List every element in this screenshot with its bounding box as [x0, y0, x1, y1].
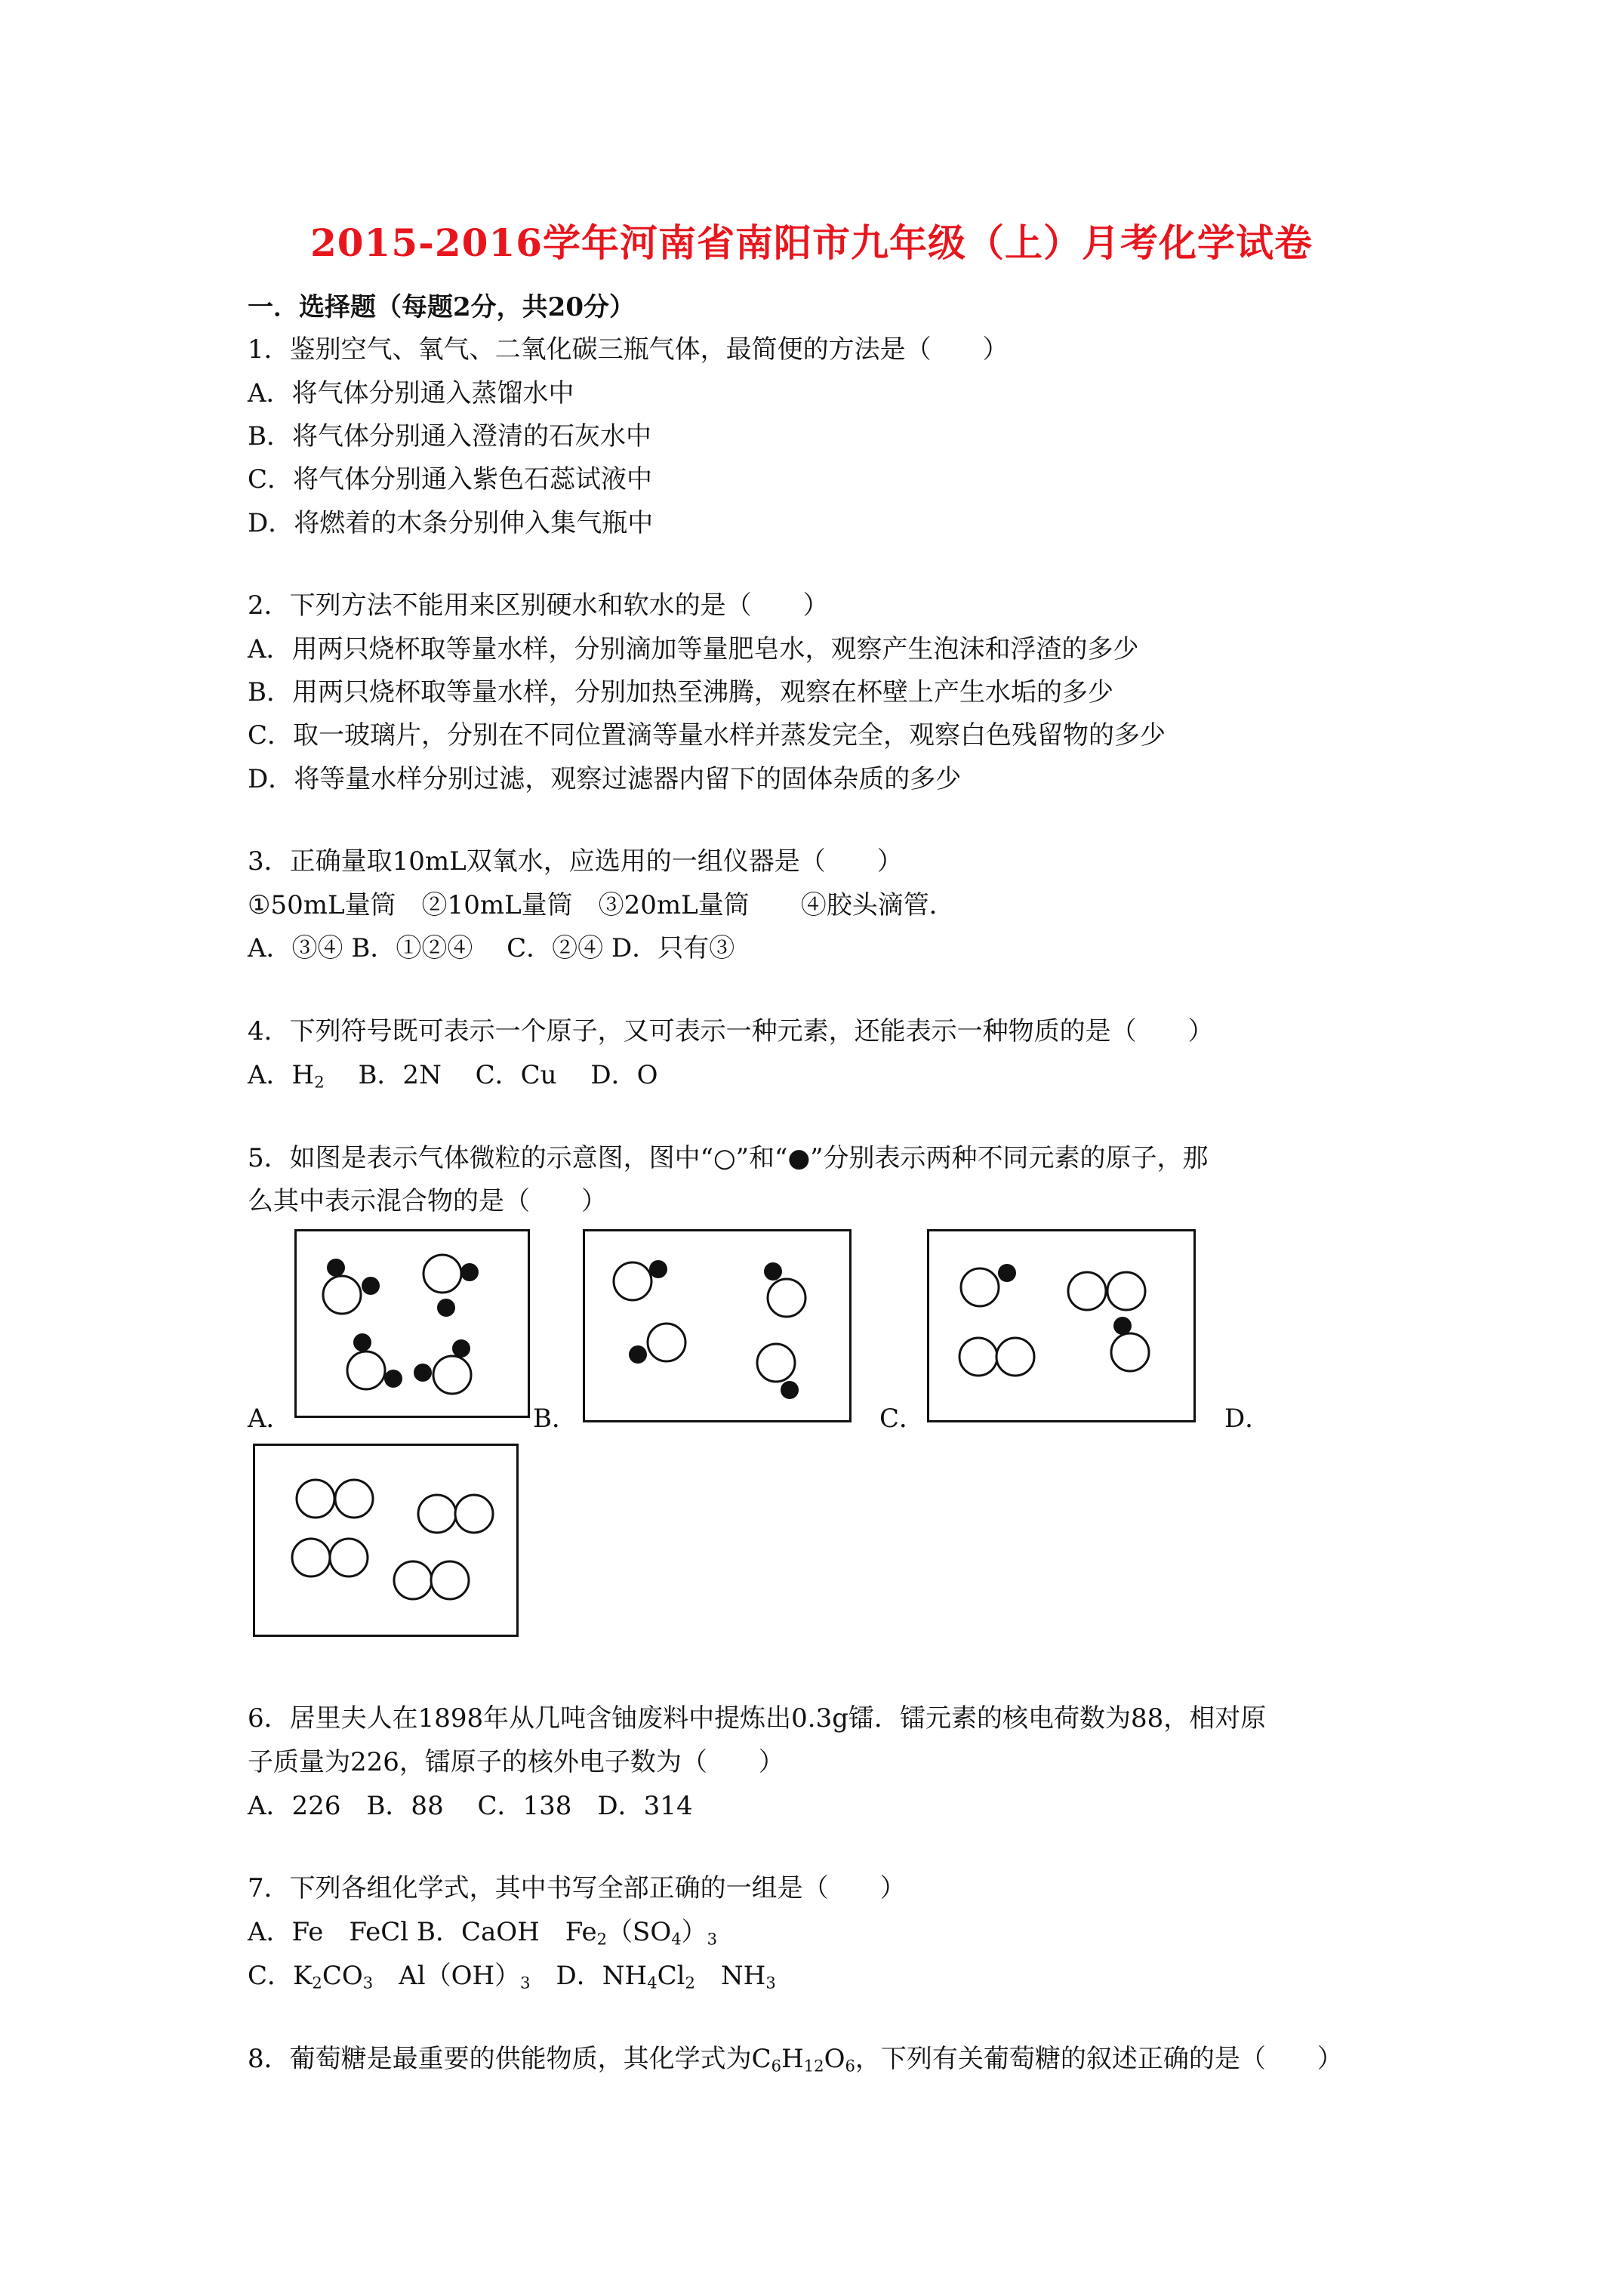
diagram-a-label: A．: [248, 1404, 292, 1434]
question-2-option-c: C．取一玻璃片，分别在不同位置滴等量水样并蒸发完全，观察白色残留物的多少: [248, 720, 1166, 750]
question-8-stem: 8．葡萄糖是最重要的供能物质，其化学式为$C_6H_{12}O_6$，下列有关葡萄糖的叙述正确的是（ ）: [248, 2044, 1343, 2076]
question-7-options-ab: A．Fe FeCl B．CaOH $Fe_2(SO_4)_3$: [248, 1917, 718, 1949]
question-4-stem: 4．下列符号既可表示一个原子，又可表示一种元素，还能表示一种物质的是（ ）: [248, 1016, 1214, 1046]
diagram-c-label: C．: [879, 1404, 925, 1434]
diagram-d: [253, 1444, 519, 1637]
diagram-b: [583, 1229, 852, 1422]
question-2-option-d: D．将等量水样分别过滤，观察过滤器内留下的固体杂质的多少: [248, 764, 962, 794]
diagram-c: [927, 1229, 1196, 1422]
diagram-d-label: D．: [1224, 1404, 1271, 1434]
question-6-stem-line1: 6．居里夫人在1898年从几吨含铀废料中提炼出0.3g镭．镭元素的核电荷数为88，相对原: [248, 1703, 1267, 1734]
page-title: 2015-2016学年河南省南阳市九年级（上）月考化学试卷: [310, 220, 1313, 265]
question-1-option-c: C．将气体分别通入紫色石蕊试液中: [248, 464, 653, 495]
question-3-options: A．③④ B．①②④ C．②④ D．只有③: [248, 933, 735, 963]
question-4-options: A．$H_2$ B．2N C．Cu D．O: [248, 1060, 658, 1092]
diagram-a: [294, 1229, 530, 1418]
question-6-stem-line2: 子质量为226，镭原子的核外电子数为（ ）: [248, 1747, 784, 1777]
question-1-option-d: D．将燃着的木条分别伸入集气瓶中: [248, 508, 654, 538]
section-heading: 一．选择题（每题2分，共20分）: [248, 292, 635, 322]
question-1-option-b: B．将气体分别通入澄清的石灰水中: [248, 421, 651, 451]
question-2-stem: 2．下列方法不能用来区别硬水和软水的是（ ）: [248, 590, 829, 621]
question-2-option-b: B．用两只烧杯取等量水样，分别加热至沸腾，观察在杯壁上产生水垢的多少: [248, 677, 1113, 707]
question-3-stem: 3．正确量取10mL双氧水，应选用的一组仪器是（ ）: [248, 846, 903, 877]
question-1-option-a: A．将气体分别通入蒸馏水中: [248, 378, 574, 408]
question-5-stem-line2: 么其中表示混合物的是（ ）: [248, 1186, 607, 1216]
question-7-options-cd: C．$K_2CO_3$ $Al(OH)_3$ D．$NH_4Cl_2$ $NH_3$: [248, 1961, 776, 1992]
question-1-stem: 1．鉴别空气、氧气、二氧化碳三瓶气体，最简便的方法是（ ）: [248, 334, 1009, 365]
question-5-stem-line1: 5．如图是表示气体微粒的示意图，图中“○”和“●”分别表示两种不同元素的原子，那: [248, 1143, 1209, 1173]
question-2-option-a: A．用两只烧杯取等量水样，分别滴加等量肥皂水，观察产生泡沫和浮渣的多少: [248, 634, 1139, 664]
question-6-options: A．226 B．88 C．138 D．314: [248, 1791, 693, 1821]
question-3-items: ①50mL量筒 ②10mL量筒 ③20mL量筒 ④胶头滴管．: [248, 890, 955, 920]
diagram-b-label: B．: [533, 1404, 577, 1434]
question-7-stem: 7．下列各组化学式，其中书写全部正确的一组是（ ）: [248, 1873, 906, 1903]
